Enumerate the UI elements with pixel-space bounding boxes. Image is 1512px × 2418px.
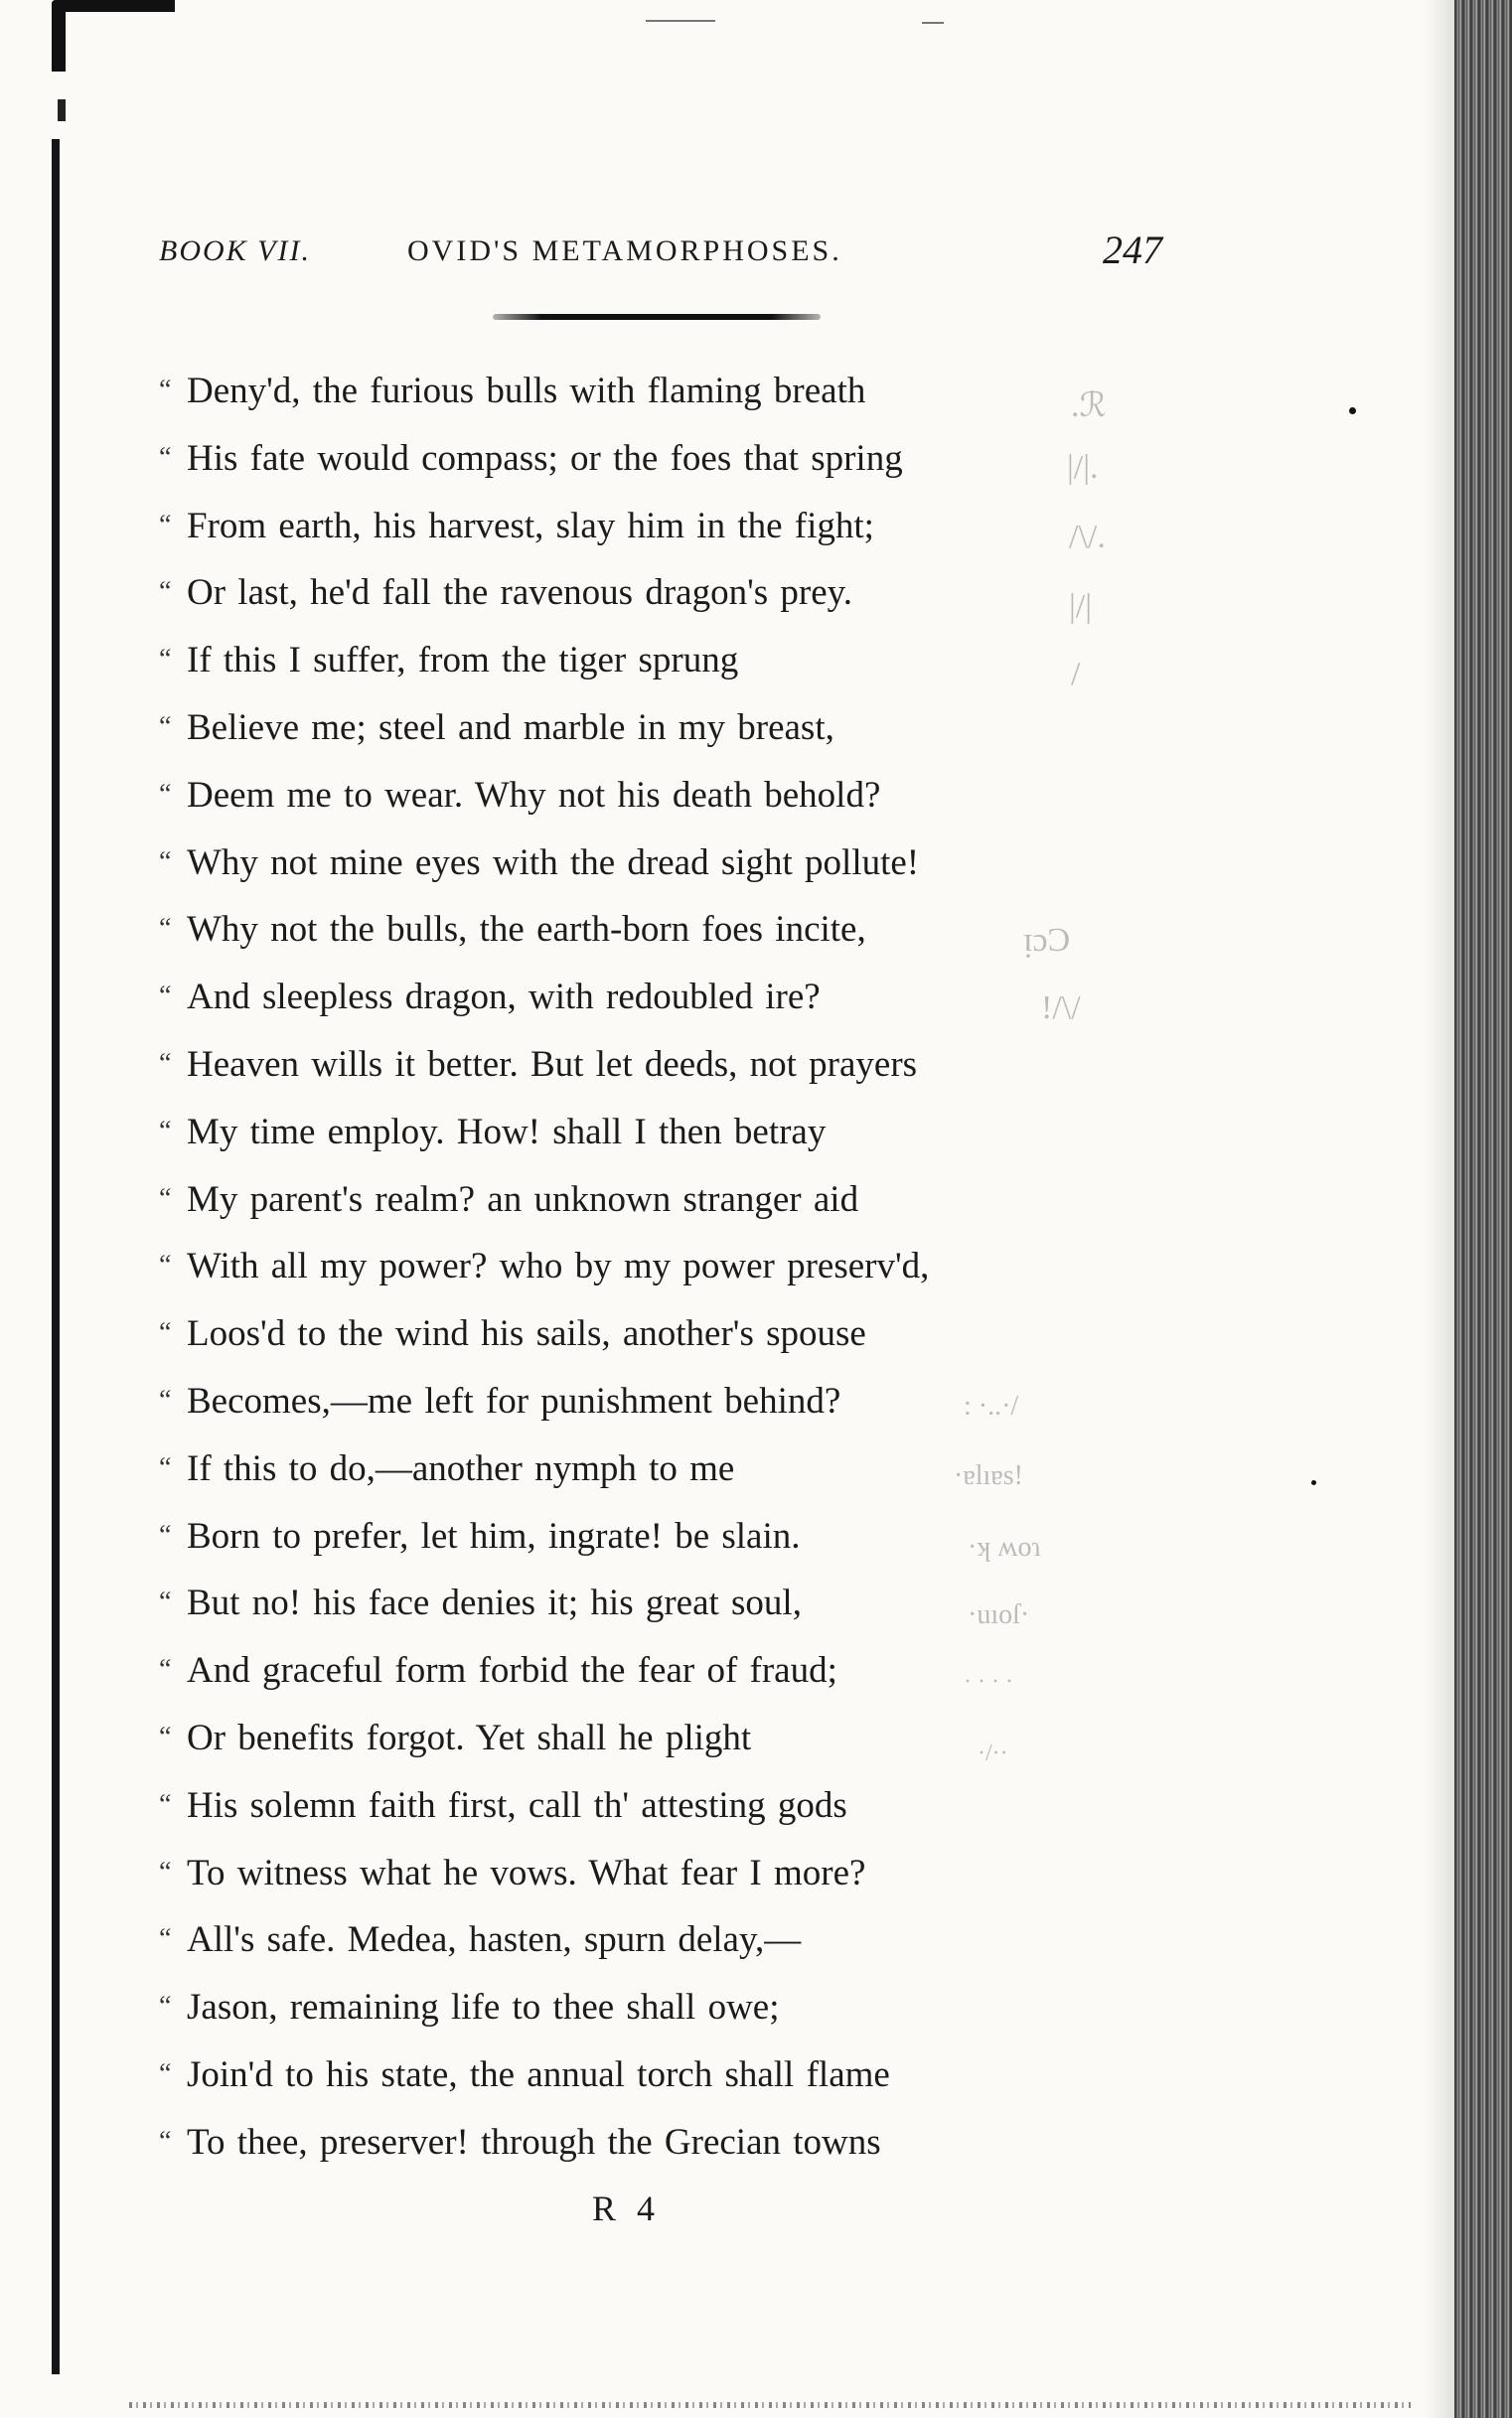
bleed-through-mark: |/|: [1069, 588, 1093, 625]
poem-line: [159, 1643, 1093, 1711]
header-rule: [493, 314, 821, 320]
page-number: 247: [1103, 227, 1162, 272]
binding-shadow: [1425, 0, 1454, 2418]
quote-mark: “: [159, 1519, 172, 1551]
poem-line: [159, 633, 1093, 700]
quote-mark: “: [159, 1182, 172, 1214]
ink-speck: [1311, 1480, 1316, 1485]
poem-line: [159, 902, 1093, 970]
quote-mark: “: [159, 441, 172, 473]
poem-line-text: Loos'd to the wind his sails, another's spouse: [187, 1313, 866, 1355]
quote-mark: “: [159, 1721, 172, 1752]
bleed-through-mark: /: [1071, 656, 1081, 692]
poem-line-text: Born to prefer, let him, ingrate! be slain.: [187, 1515, 801, 1557]
bleed-through-mark: : ·..·/: [964, 1391, 1019, 1422]
poem-line-text: Why not the bulls, the earth-born foes incite,: [187, 909, 866, 951]
poem-line-text: My parent's realm? an unknown stranger aid: [187, 1178, 859, 1220]
quote-mark: “: [159, 576, 172, 608]
quote-mark: “: [159, 2057, 172, 2089]
poem-line-text: But no! his face denies it; his great soul,: [187, 1583, 802, 1624]
poem-line: [159, 1778, 1093, 1846]
poem-line-text: To witness what he vows. What fear I more?: [187, 1852, 866, 1893]
poem-line: [159, 499, 1093, 566]
quote-mark: “: [159, 1991, 172, 2023]
poem-line: [159, 835, 1093, 903]
poem-line-text: And sleepless dragon, with redoubled ire?: [187, 977, 821, 1018]
poem-line: [159, 1509, 1093, 1577]
poem-line-text: Why not mine eyes with the dread sight pollute!: [187, 841, 920, 883]
bleed-through-mark: ·uıoſ·: [968, 1599, 1030, 1630]
poem-line-text: All's safe. Medea, hasten, spurn delay,—: [187, 1919, 802, 1961]
poem-line: [159, 2047, 1093, 2115]
scan-top-dash: [646, 20, 715, 22]
poem-line: [159, 364, 1093, 431]
poem-line-text: Becomes,—me left for punishment behind?: [187, 1380, 841, 1422]
poem-line-text: And graceful form forbid the fear of fraud;: [187, 1650, 837, 1692]
running-title: OVID'S METAMORPHOSES.: [407, 234, 842, 267]
poem-line: [159, 700, 1093, 768]
poem-line-text: Deny'd, the furious bulls with flaming breath: [187, 371, 866, 411]
poem-line-text: Believe me; steel and marble in my breast,: [187, 706, 834, 748]
poem-line-text: His fate would compass; or the foes that spring: [187, 437, 903, 479]
running-header: [159, 227, 1162, 276]
quote-mark: “: [159, 1250, 172, 1282]
poem-line-text: From earth, his harvest, slay him in the fight;: [187, 505, 874, 546]
poem-line-text: To thee, preserver! through the Grecian towns: [187, 2121, 881, 2163]
quote-mark: “: [159, 1856, 172, 1888]
bleed-through-mark: /\/.: [1069, 519, 1106, 555]
poem-line: [159, 1441, 1093, 1509]
poem-line: [159, 565, 1093, 633]
poem-line: [159, 1374, 1093, 1441]
poem-line: [159, 431, 1093, 499]
quote-mark: “: [159, 778, 172, 810]
ink-speck: [1349, 407, 1356, 414]
quote-mark: “: [159, 644, 172, 676]
poem-line: [159, 1306, 1093, 1374]
poem-line-text: If this I suffer, from the tiger sprung: [187, 640, 739, 681]
poem-line: [159, 1912, 1093, 1980]
poem-line-text: Heaven wills it better. But let deeds, not prayers: [187, 1043, 918, 1085]
poem-line: [159, 970, 1093, 1037]
bleed-through-mark: · · · ·: [964, 1669, 1013, 1695]
scan-bottom-artifacts: [129, 2402, 1411, 2408]
poem-line: [159, 768, 1093, 835]
bleed-through-mark: ᴉɔƆ: [1023, 922, 1071, 959]
poem-line: [159, 1105, 1093, 1172]
poem-line: [159, 1846, 1093, 1913]
quote-mark: “: [159, 1587, 172, 1618]
poem-line: [159, 1172, 1093, 1240]
poem-line-text: Or benefits forgot. Yet shall he plight: [187, 1717, 752, 1758]
signature-mark: R 4: [592, 2189, 662, 2228]
bleed-through-mark: ·ʞ ʍoɿ: [968, 1532, 1041, 1563]
scan-left-tick: [58, 99, 66, 121]
quote-mark: “: [159, 1654, 172, 1686]
poem-line-text: If this to do,—another nymph to me: [187, 1447, 735, 1489]
quote-mark: “: [159, 913, 172, 945]
poem-line-text: With all my power? who by my power preserv'd,: [187, 1246, 930, 1287]
bleed-through-mark: ·ɐlıɐs!: [954, 1460, 1023, 1491]
poem-line-text: My time employ. How! shall I then betray: [187, 1111, 827, 1152]
scan-left-edge: [52, 139, 60, 2374]
quote-mark: “: [159, 509, 172, 540]
bleed-through-mark: .ℛ: [1071, 387, 1107, 424]
bleed-through-mark: !/\/: [1041, 989, 1081, 1026]
quote-mark: “: [159, 1923, 172, 1955]
quote-mark: “: [159, 845, 172, 877]
poem-line: [159, 1576, 1093, 1643]
poem-line: [159, 1037, 1093, 1105]
quote-mark: “: [159, 375, 172, 405]
quote-mark: “: [159, 1788, 172, 1820]
quote-mark: “: [159, 2125, 172, 2157]
quote-mark: “: [159, 981, 172, 1012]
poem-line: [159, 2115, 1093, 2183]
poem-line: [159, 1711, 1093, 1778]
book-label: BOOK VII.: [159, 234, 311, 267]
quote-mark: “: [159, 1047, 172, 1079]
quote-mark: “: [159, 1384, 172, 1416]
poem-line-text: Join'd to his state, the annual torch shall flame: [187, 2053, 890, 2095]
book-binding-edge: [1454, 0, 1512, 2418]
quote-mark: “: [159, 1115, 172, 1146]
quote-mark: “: [159, 1317, 172, 1349]
poem-line-text: Jason, remaining life to thee shall owe;: [187, 1987, 780, 2029]
scan-top-dash: [922, 22, 944, 24]
bleed-through-mark: |/|.: [1067, 449, 1099, 486]
quote-mark: “: [159, 710, 172, 742]
poem-line: [159, 1980, 1093, 2047]
poem-line-text: Or last, he'd fall the ravenous dragon's prey.: [187, 572, 852, 614]
poem-text: [159, 364, 1093, 2183]
scan-corner-mark: [52, 0, 175, 72]
quote-mark: “: [159, 1451, 172, 1483]
bleed-through-mark: ·/··: [978, 1740, 1008, 1766]
poem-line-text: Deem me to wear. Why not his death behold?: [187, 774, 881, 816]
poem-line-text: His solemn faith first, call th' attesting gods: [187, 1784, 847, 1826]
poem-line: [159, 1239, 1093, 1306]
